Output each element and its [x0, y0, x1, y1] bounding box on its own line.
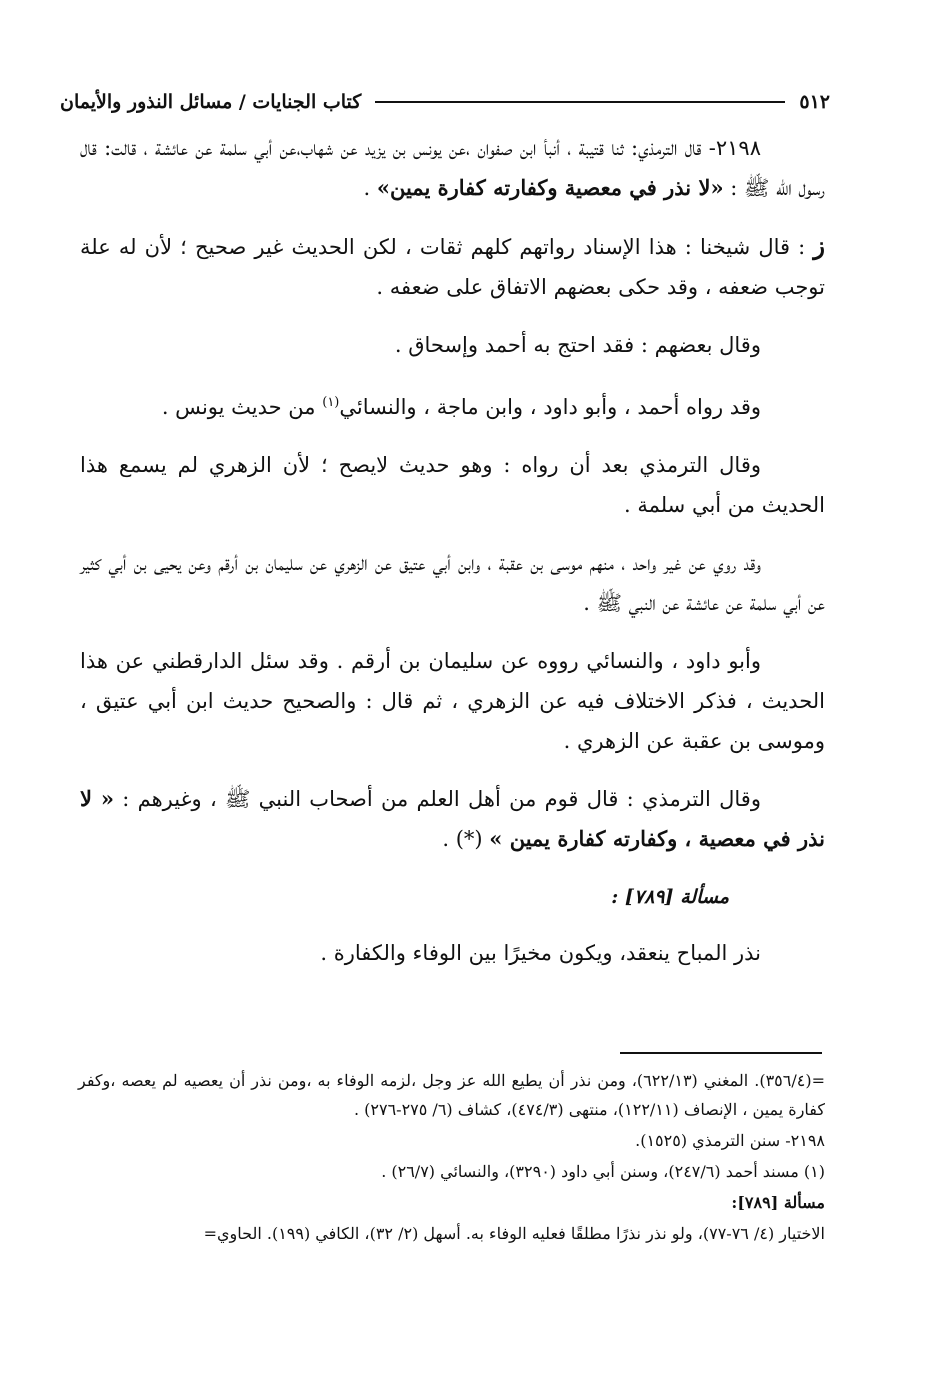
paragraph-text: وقد رواه أحمد ، وأبو داود ، وابن ماجة ، والنسائي	[339, 395, 761, 419]
paragraph-daraqutni	[80, 641, 825, 761]
hadith-quote: «لا نذر في معصية وكفارته كفارة يمين»	[376, 175, 724, 200]
paragraph-shaykh-comment	[80, 226, 825, 307]
paragraph-text: نذر المباح ينعقد، ويكون مخيرًا بين الوفاء والكفارة .	[320, 941, 761, 965]
footnote-2198: ٢١٩٨- سنن الترمذي (١٥٢٥).	[635, 1131, 825, 1150]
footnote-rule	[620, 1052, 822, 1054]
page-header	[60, 82, 830, 122]
masala-heading: مسألة [٧٨٩] :	[611, 886, 729, 908]
footnotes	[78, 1066, 825, 1250]
paragraph-text: : قال شيخنا : هذا الإسناد رواتهم كلهم ثقات ، لكن الحديث غير صحيح ؛ لأن له علة توجب ضعفه ، وقد حكى بعضهم الاتفاق على ضعفه .	[80, 235, 825, 299]
paragraph-hadith-2198	[80, 128, 825, 208]
paragraph-tirmidhi-scholars	[80, 779, 825, 859]
paragraph-narrated-by	[80, 543, 825, 623]
paragraph-text: وأبو داود ، والنسائي رووه عن سليمان بن أرقم . وقد سئل الدارقطني عن هذا الحديث ، فذكر الاختلاف فيه عن الزهري ، ثم قال : والصحيح حديث ابن أبي عتيق ، وموسى بن عقبة عن الزهري .	[80, 649, 825, 753]
hadith-quote: « لا نذر في معصية ، وكفارته كفارة يمين »	[80, 786, 825, 851]
page-number: ٥١٢	[799, 91, 830, 113]
footnote-ref[interactable]: (١)	[322, 395, 340, 410]
paragraph-text: وقد روي عن غير واحد ، منهم موسى بن عقبة ، وابن أبي عتيق عن الزهري عن سليمان بن أرقم وعن يحيى بن أبي كثير عن أبي سلمة عن عائشة عن النبي ﷺ .	[80, 551, 825, 615]
header-rule	[375, 101, 785, 103]
main-text	[80, 128, 825, 991]
paragraph-text: ٢١٩٨- قال الترمذي: ثنا قتيبة ، أنبأ ابن صفوان ،عن يونس بن يزيد عن شهاب،عن أبي سلمة عن عائشة ، قالت: قال رسول الله ﷺ :	[80, 136, 825, 200]
footnote-masala-heading: مسألة [٧٨٩]:	[731, 1193, 825, 1212]
paragraph-text: وقال الترمذي : قال قوم من أهل العلم من أصحاب النبي ﷺ ، وغيرهم :	[114, 787, 761, 811]
paragraph-end: (*) .	[442, 827, 490, 851]
zay-marker: ز	[813, 231, 825, 260]
running-title: كتاب الجنايات / مسائل النذور والأيمان	[60, 91, 362, 113]
paragraph-text: وقال الترمذي بعد أن رواه : وهو حديث لايصح ؛ لأن الزهري لم يسمع هذا الحديث من أبي سلمة .	[80, 453, 825, 517]
paragraph-end: .	[363, 176, 377, 200]
paragraph-narrators	[80, 383, 825, 427]
footnote-1: (١) مسند أحمد (٢٤٧/٦)، وسنن أبي داود (٣٢٩٠)، والنسائي (٢٦/٧) .	[381, 1162, 825, 1181]
paragraph-text-end: من حديث يونس .	[161, 395, 323, 419]
footnote-continued: =(٣٥٦/٤). المغني (٦٢٢/١٣)، ومن نذر أن يطيع الله عز وجل ،لزمه الوفاء به ،ومن نذر أن يعصيه لم يعصه ،وكفر كفارة يمين ، الإنصاف (١٢٢/١١)، منتهى (٤٧٤/٣)، كشاف (٦/ ٢٧٥-٢٧٦) .	[78, 1071, 825, 1119]
footnote-masala: الاختيار (٤/ ٧٦-٧٧)، ولو نذر نذرًا مطلقًا فعليه الوفاء به. أسهل (٢/ ٣٢)، الكافي (١٩٩). الحاوي=	[203, 1224, 825, 1243]
paragraph-some-said	[80, 325, 825, 365]
paragraph-text: وقال بعضهم : فقد احتج به أحمد وإسحاق .	[394, 333, 761, 357]
paragraph-mubah-vow	[80, 933, 825, 973]
paragraph-tirmidhi-said	[80, 445, 825, 525]
